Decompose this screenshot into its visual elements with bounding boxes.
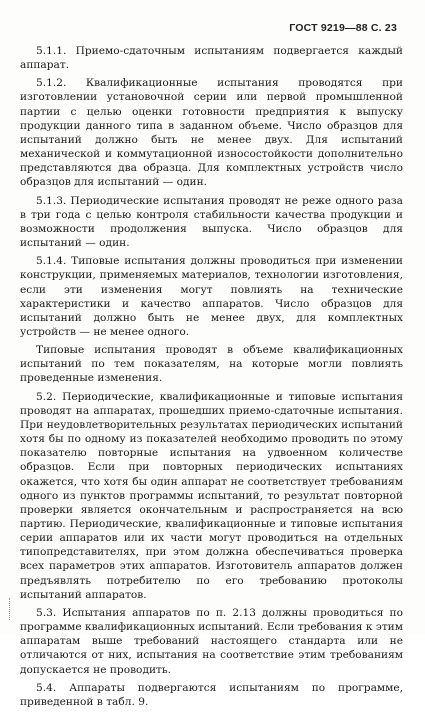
paragraph-5-1-1: 5.1.1. Приемо-сдаточным испытаниям подвергается каждый аппарат. <box>20 45 403 72</box>
margin-mark <box>9 598 11 620</box>
paragraph-5-3: 5.3. Испытания аппаратов по п. 2.13 должны проводиться по программе квалификационных испытаний. Если требования к этим аппаратам выше требований настоящего стандарта или не отличаются от них, испытания на соответствие этим требованиям допускается не проводить. <box>20 606 403 676</box>
paragraph-5-4: 5.4. Аппараты подвергаются испытаниям по программе, приведенной в табл. 9. <box>20 681 403 708</box>
paragraph-5-1-2: 5.1.2. Квалификационные испытания проводятся при изготовлении установочной серии или первой промышленной партии с целью оценки готовности предприятия к выпуску продукции данного типа в заданном объеме. Число образцов для испытаний должно быть не менее двух. Для испытаний механической и коммутационной износостойкости дополнительно представляются два образца. Для комплектных устройств число образцов для испытаний — один. <box>20 77 403 189</box>
page-header: ГОСТ 9219—88 С. 23 <box>289 22 397 34</box>
paragraph-5-1-3: 5.1.3. Периодические испытания проводят не реже одного раза в три года с целью контроля стабильности качества продукции и возможности продолжения выпуска. Число образцов для испытаний — один. <box>20 194 403 250</box>
paragraph-5-2: 5.2. Периодические, квалификационные и типовые испытания проводят на аппаратах, прошедших приемо-сдаточные испытания. При неудовлетворительных результатах периодических испытаний хотя бы по одному из показателей необходимо проводить по этому показателю повторные испытания на удвоенном количестве образцов. Если при повторных периодических испытаниях окажется, что хотя бы один аппарат не соответствует требованиям одного из пунктов программы испытаний, то результат повторной проверки является окончательным и распространяется на всю партию. Периодические, квалификационные и типовые испытания серии аппаратов или их части могут проводиться на отдельных типопредставителях, при этом должна обеспечиваться проверка всех параметров этих аппаратов. Изготовитель аппаратов должен предъявлять потребителю по его требованию протоколы испытаний аппаратов. <box>20 390 403 601</box>
paragraph-5-1-4: 5.1.4. Типовые испытания должны проводиться при изменении конструкции, применяемых материалов, технологии изготовления, если эти изменения могут повлиять на технические характеристики и качество аппаратов. Число образцов для испытаний должно быть не менее двух, для комплектных устройств — не менее одного. <box>20 255 403 338</box>
document-body <box>20 44 403 713</box>
paragraph-type-tests: Типовые испытания проводят в объеме квалификационных испытаний по тем показателям, на которые могли повлиять проведенные изменения. <box>20 344 403 385</box>
